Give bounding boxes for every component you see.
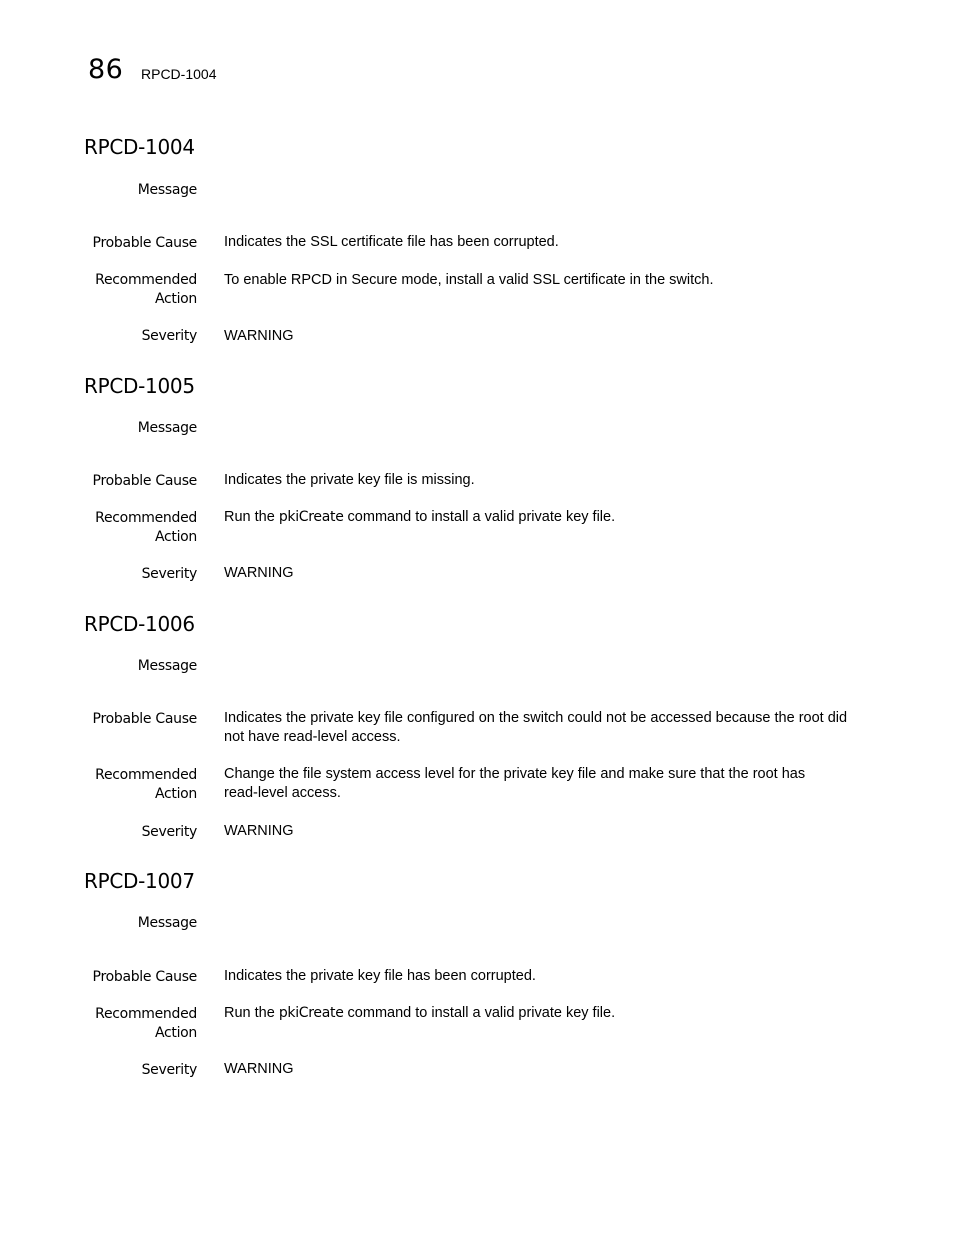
recommended-action-label xyxy=(57,1005,197,1043)
entry-title: RPCD-1005 xyxy=(84,374,195,398)
recommended-action-label-line2: Action xyxy=(154,529,197,545)
recommended-action-label-line1: Recommended xyxy=(95,1006,197,1022)
probable-cause-label: Probable Cause xyxy=(92,473,197,489)
entry-title: RPCD-1004 xyxy=(84,135,195,159)
recommended-action-label-line2: Action xyxy=(154,1025,197,1041)
severity-value: WARNING xyxy=(224,328,294,344)
recommended-action-suffix: command to install a valid private key file. xyxy=(343,509,616,525)
page-number: 86 xyxy=(88,54,124,85)
severity-label: Severity xyxy=(141,328,197,344)
recommended-action-value xyxy=(224,765,874,803)
probable-cause-label: Probable Cause xyxy=(92,969,197,985)
command-name: pkiCreate xyxy=(278,1005,344,1021)
recommended-action-suffix: command to install a valid private key file. xyxy=(343,1005,616,1021)
probable-cause-value: Indicates the SSL certificate file has been corrupted. xyxy=(224,234,559,250)
severity-value: WARNING xyxy=(224,823,294,839)
severity-value: WARNING xyxy=(224,565,294,581)
recommended-action-prefix: Run the xyxy=(224,509,279,525)
severity-label: Severity xyxy=(141,566,197,582)
recommended-action-value xyxy=(224,508,874,527)
recommended-action-line2: read-level access. xyxy=(224,785,341,801)
recommended-action-label-line2: Action xyxy=(154,291,197,307)
message-label: Message xyxy=(137,182,197,198)
recommended-action-label xyxy=(57,271,197,309)
probable-cause-value xyxy=(224,709,874,747)
recommended-action-label-line2: Action xyxy=(154,786,197,802)
recommended-action-label xyxy=(57,766,197,804)
severity-value: WARNING xyxy=(224,1061,294,1077)
entry-title: RPCD-1007 xyxy=(84,869,195,893)
entry-title: RPCD-1006 xyxy=(84,612,195,636)
recommended-action-label-line1: Recommended xyxy=(95,767,197,783)
recommended-action-label-line1: Recommended xyxy=(95,272,197,288)
recommended-action-prefix: Run the xyxy=(224,1005,279,1021)
probable-cause-label: Probable Cause xyxy=(92,235,197,251)
severity-label: Severity xyxy=(141,1062,197,1078)
recommended-action-value xyxy=(224,1004,874,1023)
severity-label: Severity xyxy=(141,824,197,840)
probable-cause-line2: not have read-level access. xyxy=(224,729,401,745)
recommended-action-value: To enable RPCD in Secure mode, install a valid SSL certificate in the switch. xyxy=(224,272,714,288)
message-label: Message xyxy=(137,420,197,436)
message-label: Message xyxy=(137,658,197,674)
probable-cause-value: Indicates the private key file is missing. xyxy=(224,472,475,488)
recommended-action-line1: Change the file system access level for the private key file and make sure that the root has xyxy=(224,766,806,782)
recommended-action-label-line1: Recommended xyxy=(95,510,197,526)
probable-cause-label: Probable Cause xyxy=(92,711,197,727)
message-label: Message xyxy=(137,915,197,931)
recommended-action-label xyxy=(57,509,197,547)
probable-cause-line1: Indicates the private key file configured on the switch could not be accessed because the root did xyxy=(224,710,848,726)
command-name: pkiCreate xyxy=(278,509,344,525)
running-title: RPCD-1004 xyxy=(141,66,217,82)
probable-cause-value: Indicates the private key file has been corrupted. xyxy=(224,968,536,984)
